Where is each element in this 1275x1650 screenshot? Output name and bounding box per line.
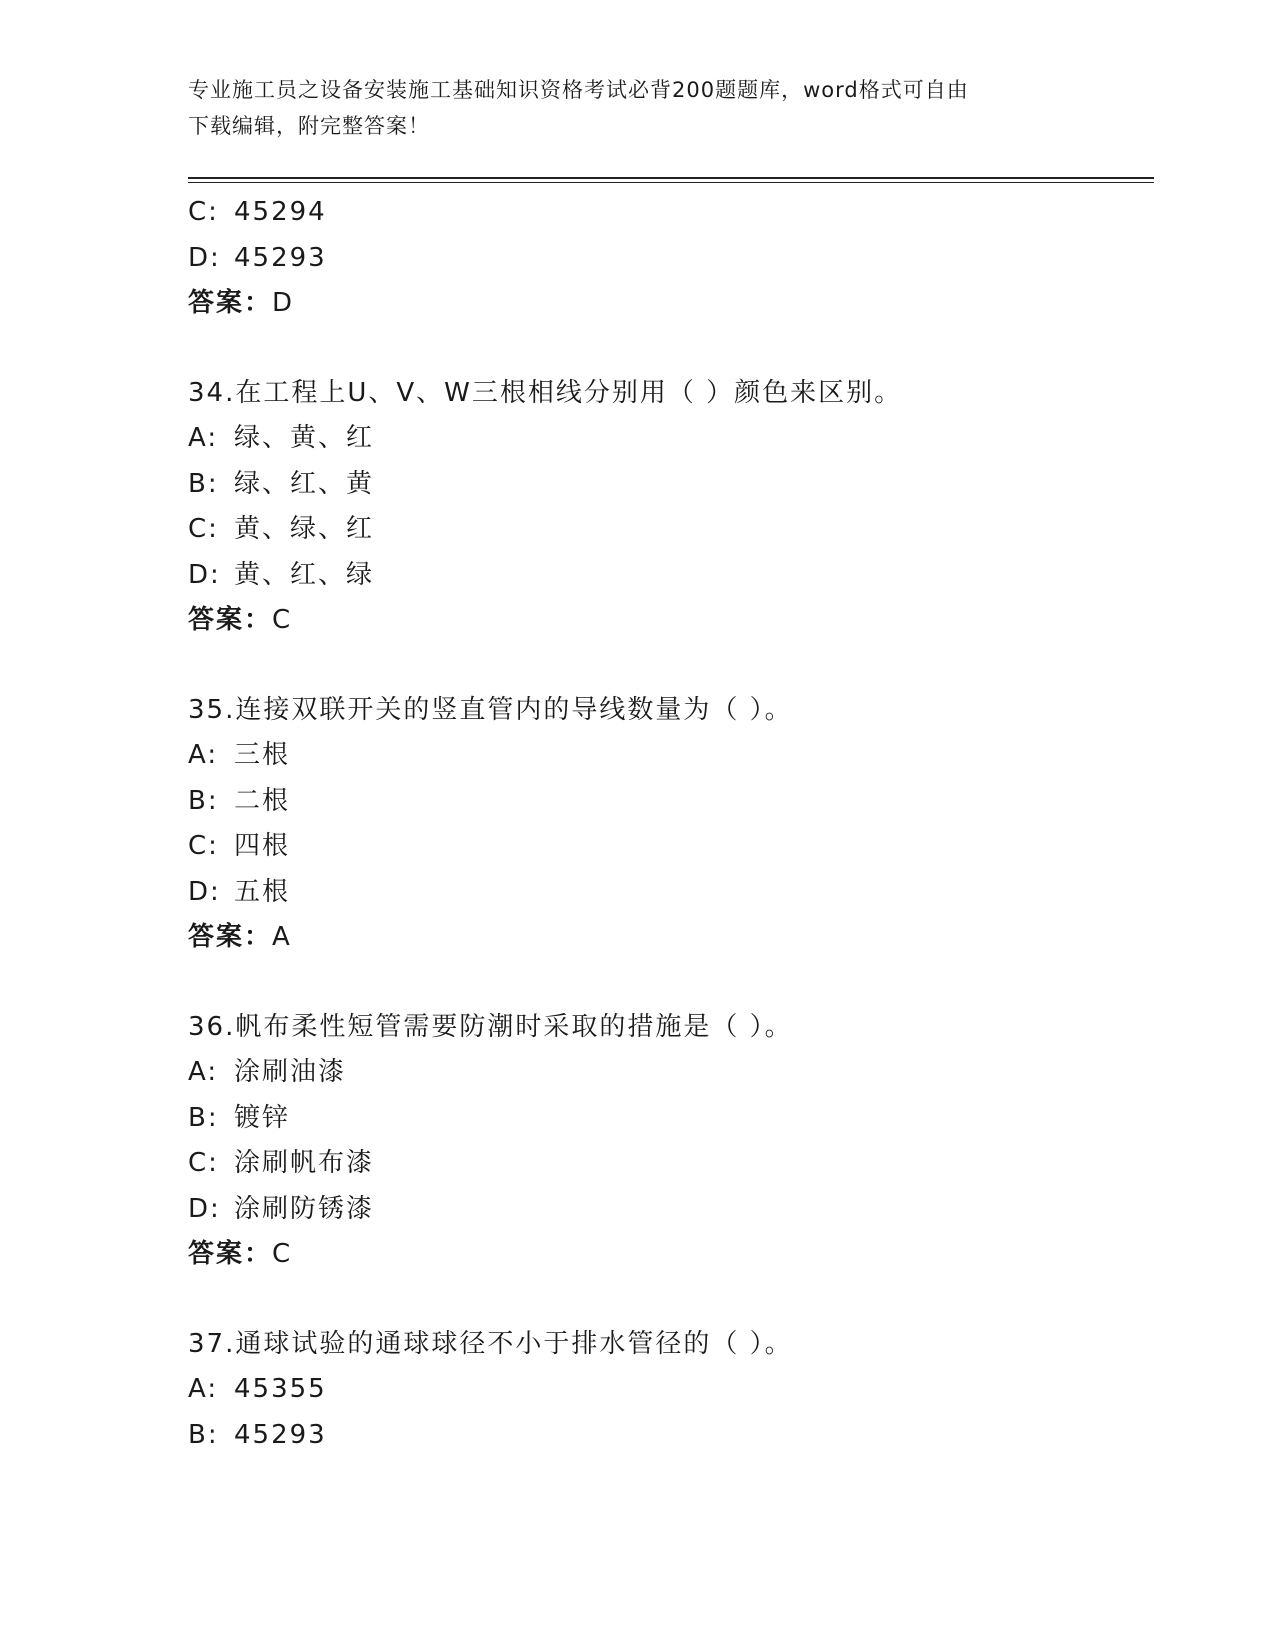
option-text: 镀锌 (234, 1102, 291, 1133)
option-letter: D: (188, 1193, 221, 1224)
option-text: 涂刷防锈漆 (234, 1193, 375, 1224)
answer-label: 答案： (188, 605, 273, 635)
option-letter: B: (188, 468, 219, 499)
option-row-c (188, 190, 1148, 236)
option-text: 涂刷油漆 (234, 1057, 347, 1087)
answer-label: 答案： (188, 1239, 273, 1269)
option-row-c (188, 824, 1148, 870)
option-text: 黄、红、绿 (234, 559, 375, 590)
answer-row (188, 598, 1148, 644)
option-row-b (188, 1413, 1148, 1459)
option-letter: D: (188, 242, 221, 273)
question-stem: 37.通球试验的通球球径不小于排水管径的（ ）。 (188, 1328, 793, 1359)
question-stem: 34.在工程上U、V、W三根相线分别用（ ）颜色来区别。 (188, 377, 903, 408)
option-row-d (188, 236, 1148, 282)
option-letter: B: (188, 1102, 219, 1133)
answer-value: D (272, 288, 295, 318)
option-text: 45355 (234, 1374, 327, 1404)
option-letter: A: (188, 1057, 219, 1087)
spacer (188, 961, 1148, 1005)
answer-label: 答案： (188, 288, 273, 318)
question-list (188, 190, 1148, 1458)
option-row-b (188, 1096, 1148, 1142)
option-letter: D: (188, 876, 221, 907)
option-text: 绿、黄、红 (234, 423, 375, 453)
header-divider-thick (188, 177, 1154, 179)
answer-value: A (272, 922, 292, 952)
answer-value: C (272, 605, 293, 635)
question-stem: 35.连接双联开关的竖直管内的导线数量为（ ）。 (188, 694, 793, 725)
answer-row (188, 1232, 1148, 1278)
option-text: 绿、红、黄 (234, 468, 375, 499)
answer-value: C (272, 1239, 293, 1269)
question-block-37 (188, 1322, 1148, 1459)
option-letter: B: (188, 785, 219, 816)
option-row-a (188, 1367, 1148, 1413)
document-header (188, 72, 1088, 144)
option-letter: C: (188, 1148, 219, 1178)
option-row-d (188, 1187, 1148, 1233)
spacer (188, 1278, 1148, 1322)
answer-label: 答案： (188, 922, 273, 952)
option-text: 三根 (234, 740, 291, 770)
option-row-a (188, 733, 1148, 779)
option-letter: A: (188, 740, 219, 770)
question-block-34 (188, 371, 1148, 644)
option-row-a (188, 1050, 1148, 1096)
option-row-c (188, 507, 1148, 553)
option-letter: A: (188, 423, 219, 453)
option-letter: A: (188, 1374, 219, 1404)
option-letter: B: (188, 1419, 219, 1450)
header-line-2: 下载编辑，附完整答案！ (188, 114, 430, 138)
question-block-prev (188, 190, 1148, 327)
answer-row (188, 281, 1148, 327)
option-row-b (188, 462, 1148, 508)
header-line-1: 专业施工员之设备安装施工基础知识资格考试必背200题题库，word格式可自由 (188, 78, 969, 102)
option-text: 四根 (234, 831, 291, 861)
option-text: 涂刷帆布漆 (234, 1148, 375, 1178)
option-text: 45294 (234, 197, 327, 227)
question-stem: 36.帆布柔性短管需要防潮时采取的措施是（ ）。 (188, 1011, 793, 1042)
option-text: 五根 (234, 876, 291, 907)
option-text: 45293 (234, 1419, 327, 1450)
option-letter: C: (188, 514, 219, 544)
option-text: 45293 (234, 242, 327, 273)
option-letter: C: (188, 197, 219, 227)
option-letter: C: (188, 831, 219, 861)
question-block-36 (188, 1005, 1148, 1278)
spacer (188, 644, 1148, 688)
spacer (188, 327, 1148, 371)
option-text: 二根 (234, 785, 291, 816)
option-row-b (188, 779, 1148, 825)
option-row-d (188, 553, 1148, 599)
option-row-a (188, 416, 1148, 462)
option-text: 黄、绿、红 (234, 514, 375, 544)
option-row-c (188, 1141, 1148, 1187)
question-block-35 (188, 688, 1148, 961)
option-letter: D: (188, 559, 221, 590)
option-row-d (188, 870, 1148, 916)
answer-row (188, 915, 1148, 961)
header-divider-thin (188, 182, 1154, 183)
